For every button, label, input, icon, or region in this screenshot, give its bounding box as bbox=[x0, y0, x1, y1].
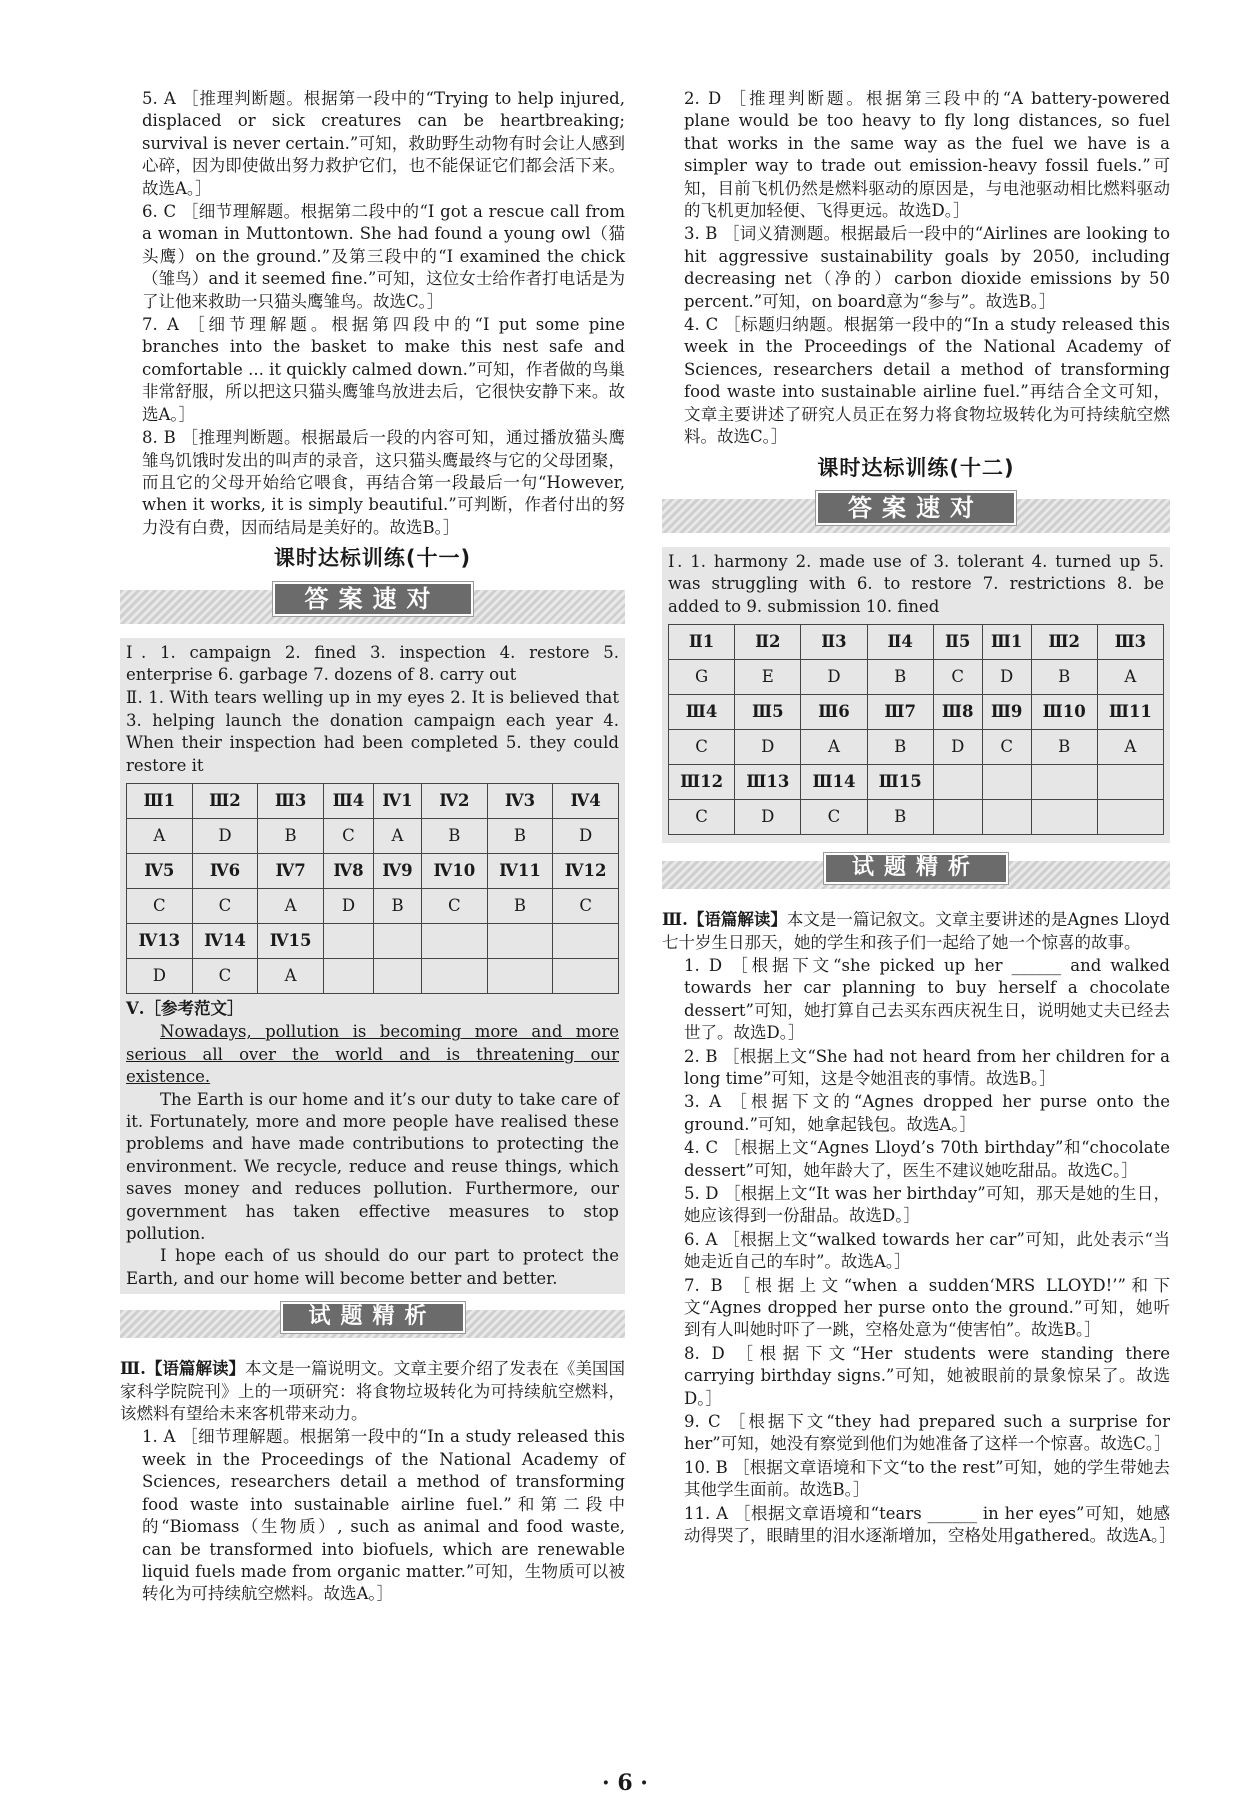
grid-answer-cell: C bbox=[127, 888, 193, 923]
grid-question-cell: Ⅲ11 bbox=[1097, 695, 1163, 730]
grid-row bbox=[127, 818, 619, 853]
grid-answer-cell: D bbox=[735, 730, 801, 765]
banner-label: 答案速对 bbox=[273, 582, 473, 616]
banner-analysis bbox=[662, 851, 1170, 903]
analysis-item: 9. C ［根据下文“they had prepared such a surprise for her”可知，她没有察觉到他们为她准备了这样一个惊喜。故选C。］ bbox=[684, 1412, 1171, 1454]
grid-question-cell: Ⅲ1 bbox=[127, 783, 193, 818]
grid-answer-cell: A bbox=[1097, 730, 1163, 765]
grid-answer-cell: A bbox=[801, 730, 867, 765]
answers-part-1: Ⅰ. 1. campaign 2. fined 3. inspection 4. restore 5. enterprise 6. garbage 7. dozens of 8. carry out bbox=[126, 642, 619, 684]
analysis-item: 5. D ［根据上文“It was her birthday”可知，那天是她的生日，她应该得到一份甜品。故选D。］ bbox=[684, 1184, 1170, 1226]
analysis-list bbox=[662, 955, 1176, 1548]
section-title: 课时达标训练(十二) bbox=[817, 455, 1015, 480]
grid-question-cell bbox=[933, 765, 982, 800]
grid-answer-cell bbox=[487, 958, 553, 993]
grid-question-cell: Ⅳ12 bbox=[553, 853, 619, 888]
grid-question-cell: Ⅳ5 bbox=[127, 853, 193, 888]
analysis-item: 8. D ［根据下文“Her students were standing there carrying birthday signs.”可知，她被眼前的景象惊呆了。故选D。］ bbox=[684, 1343, 1170, 1408]
answer-item: 4. C ［标题归纳题。根据第一段中的“In a study released this week in the Proceedings of the National Academy of Sciences, researchers detail a method of transforming food waste into sustainable airline fuel.”再结合全文可知，文章主要讲述了研究人员正在努力将食物垃圾转化为可持续航空燃料。故选C。］ bbox=[684, 315, 1170, 447]
grid-row bbox=[669, 730, 1164, 765]
grid-answer-cell bbox=[374, 958, 422, 993]
grid-question-cell: Ⅳ10 bbox=[422, 853, 488, 888]
answer-item: 3. B ［词义猜测题。根据最后一段中的“Airlines are looking to hit aggressive sustainability goals by 2050, including decreasing net（净的）carbon dioxide emissions by 50 percent.”可知，on board意为“参与”。故选B。］ bbox=[684, 224, 1170, 311]
banner-label: 试题精析 bbox=[824, 853, 1008, 883]
grid-question-cell bbox=[982, 765, 1031, 800]
analysis-intro-label: Ⅲ.【语篇解读】 bbox=[662, 910, 787, 930]
essay-paragraph: Nowadays, pollution is becoming more and more serious all over the world and is threatening our existence. bbox=[126, 1022, 619, 1087]
essay-paragraph: The Earth is our home and it’s our duty to take care of it. Fortunately, more and more people have realised these problems and have made contributions to protecting the environment. We recycle, reduce and reuse things, which saves money and reduces pollution. Furthermore, our government has taken effective measures to stop pollution. bbox=[126, 1089, 619, 1244]
grid-answer-cell: D bbox=[982, 660, 1031, 695]
grid-answer-cell: D bbox=[323, 888, 373, 923]
grid-answer-cell bbox=[323, 958, 373, 993]
grid-answer-cell: C bbox=[669, 730, 735, 765]
grid-answer-cell bbox=[1097, 800, 1163, 835]
grid-question-cell: Ⅳ13 bbox=[127, 923, 193, 958]
grid-answer-cell: C bbox=[669, 800, 735, 835]
banner-answers bbox=[120, 580, 625, 632]
grid-row bbox=[127, 923, 619, 958]
grid-question-cell bbox=[422, 923, 488, 958]
grid-question-cell: Ⅲ3 bbox=[1097, 625, 1163, 660]
grid-row bbox=[669, 660, 1164, 695]
answers-part-1: Ⅰ. 1. harmony 2. made use of 3. tolerant 4. turned up 5. was struggling with 6. to restore 7. restrictions 8. be added to 9. submission 10. fined bbox=[668, 551, 1164, 616]
grid-answer-cell bbox=[982, 800, 1031, 835]
answer-item: 5. A ［推理判断题。根据第一段中的“Trying to help injured, displaced or sick creatures can be heartbreaking; survival is never certain.”可知，救助野生动物有时会让人感到心碎，因为即使做出努力救护它们，也不能保证它们都会活下来。故选A。］ bbox=[142, 89, 625, 198]
grid-question-cell bbox=[1031, 765, 1097, 800]
sample-essay bbox=[126, 1021, 619, 1290]
analysis-item: 2. B ［根据上文“She had not heard from her children for a long time”可知，这是令她沮丧的事情。故选B。］ bbox=[684, 1046, 1170, 1088]
grid-question-cell: Ⅲ1 bbox=[982, 625, 1031, 660]
banner-label: 答案速对 bbox=[816, 491, 1016, 525]
grid-answer-cell: D bbox=[735, 800, 801, 835]
grid-answer-cell: A bbox=[127, 818, 193, 853]
answer-item: 8. B ［推理判断题。根据最后一段的内容可知，通过播放猫头鹰雏鸟饥饿时发出的叫声的录音，这只猫头鹰最终与它的父母团聚，而且它的父母开始给它喂食，再结合第一段最后一句“However, when it works, it is simply beautiful.”可判断，作者付出的努力没有白费，因而结局是美好的。故选B。］ bbox=[142, 428, 625, 537]
grid-question-cell: Ⅲ12 bbox=[669, 765, 735, 800]
grid-question-cell: Ⅱ5 bbox=[933, 625, 982, 660]
analysis-item: 1. D ［根据下文“she picked up her ______ and walked towards her car planning to buy herself a chocolate dessert”可知，她打算自己去买东西庆祝生日，说明她丈夫已经去世了。故选D。］ bbox=[684, 955, 1170, 1043]
analysis-item: 1. A ［细节理解题。根据第一段中的“In a study released this week in the Proceedings of the National Academy of Sciences, researchers detail a method of transforming food waste into sustainable airline fuel.”和第二段中的“Biomass（生物质）, such as animal and food waste, can be transformed into biofuels, which are renewable liquid fuels made from organic matter.”可知，生物质可以被转化为可持续航空燃料。故选A。］ bbox=[142, 1427, 625, 1604]
grid-answer-cell: G bbox=[669, 660, 735, 695]
grid-question-cell: Ⅲ4 bbox=[669, 695, 735, 730]
grid-question-cell bbox=[553, 923, 619, 958]
grid-answer-cell: D bbox=[801, 660, 867, 695]
grid-question-cell: Ⅱ1 bbox=[669, 625, 735, 660]
analysis-item: 11. A ［根据文章语境和“tears ______ in her eyes”可知，她感动得哭了，眼睛里的泪水逐渐增加，空格处用gathered。故选A。］ bbox=[684, 1503, 1176, 1546]
grid-question-cell bbox=[487, 923, 553, 958]
grid-answer-cell: E bbox=[735, 660, 801, 695]
grid-answer-cell: A bbox=[258, 958, 324, 993]
grid-question-cell: Ⅳ4 bbox=[553, 783, 619, 818]
grid-answer-cell: B bbox=[487, 888, 553, 923]
answers-part-2: Ⅱ. 1. With tears welling up in my eyes 2. It is believed that 3. helping launch the donation campaign each year 4. When their inspection had been completed 5. they could restore it bbox=[126, 688, 619, 775]
banner-label: 试题精析 bbox=[280, 1302, 464, 1332]
analysis-item: 4. C ［根据上文“Agnes Lloyd’s 70th birthday”和“chocolate dessert”可知，她年龄大了，医生不建议她吃甜品。故选C。］ bbox=[684, 1138, 1170, 1180]
grid-answer-cell: B bbox=[374, 888, 422, 923]
essay-paragraph: I hope each of us should do our part to protect the Earth, and our home will become better and better. bbox=[126, 1246, 619, 1288]
essay-label: Ⅴ.［参考范文］ bbox=[126, 998, 244, 1018]
analysis-item: 7. B ［根据上文“when a sudden‘MRS LLOYD!’”和下文“Agnes dropped her purse onto the ground.”可知，她听到有人叫她时吓了一跳，空格处意为“使害怕”。故选B。］ bbox=[684, 1275, 1170, 1340]
grid-row bbox=[127, 888, 619, 923]
grid-question-cell: Ⅲ6 bbox=[801, 695, 867, 730]
grid-question-cell: Ⅳ7 bbox=[258, 853, 324, 888]
grid-row bbox=[669, 800, 1164, 835]
grid-question-cell: Ⅳ11 bbox=[487, 853, 553, 888]
grid-question-cell: Ⅲ13 bbox=[735, 765, 801, 800]
grid-question-cell: Ⅲ10 bbox=[1031, 695, 1097, 730]
left-column bbox=[120, 88, 625, 1607]
grid-question-cell: Ⅳ8 bbox=[323, 853, 373, 888]
grid-question-cell: Ⅱ4 bbox=[867, 625, 933, 660]
grid-row bbox=[669, 625, 1164, 660]
analysis-intro-text: 本文是一篇说明文。文章主要介绍了发表在《美国国家科学院院刊》上的一项研究：将食物垃圾转化为可持续航空燃料，该燃料有望给未来客机带来动力。 bbox=[120, 1359, 625, 1424]
grid-question-cell: Ⅲ3 bbox=[258, 783, 324, 818]
grid-answer-cell bbox=[1031, 800, 1097, 835]
grid-question-cell: Ⅱ3 bbox=[801, 625, 867, 660]
grid-question-cell: Ⅲ5 bbox=[735, 695, 801, 730]
analysis-intro-label: Ⅲ.【语篇解读】 bbox=[120, 1359, 246, 1379]
grid-answer-cell: B bbox=[867, 730, 933, 765]
grid-question-cell bbox=[323, 923, 373, 958]
grid-answer-cell: C bbox=[982, 730, 1031, 765]
answers-block bbox=[120, 638, 625, 1295]
grid-answer-cell bbox=[553, 958, 619, 993]
grid-question-cell: Ⅲ9 bbox=[982, 695, 1031, 730]
grid-answer-cell: B bbox=[258, 818, 324, 853]
grid-answer-cell bbox=[933, 800, 982, 835]
grid-answer-cell: C bbox=[801, 800, 867, 835]
analysis-intro bbox=[662, 909, 1170, 954]
grid-answer-cell: D bbox=[933, 730, 982, 765]
grid-question-cell: Ⅱ2 bbox=[735, 625, 801, 660]
grid-question-cell: Ⅳ6 bbox=[192, 853, 258, 888]
grid-question-cell: Ⅳ2 bbox=[422, 783, 488, 818]
grid-answer-cell: C bbox=[553, 888, 619, 923]
grid-answer-cell: C bbox=[192, 888, 258, 923]
banner-analysis bbox=[120, 1300, 625, 1352]
grid-answer-cell: B bbox=[867, 800, 933, 835]
grid-question-cell: Ⅳ3 bbox=[487, 783, 553, 818]
grid-answer-cell: B bbox=[487, 818, 553, 853]
grid-row bbox=[669, 765, 1164, 800]
grid-question-cell: Ⅲ14 bbox=[801, 765, 867, 800]
analysis-item: 3. A ［根据下文的“Agnes dropped her purse onto the ground.”可知，她拿起钱包。故选A。］ bbox=[684, 1092, 1170, 1134]
grid-answer-cell: D bbox=[127, 958, 193, 993]
grid-answer-cell: B bbox=[867, 660, 933, 695]
grid-question-cell: Ⅳ9 bbox=[374, 853, 422, 888]
grid-answer-cell: B bbox=[1031, 730, 1097, 765]
grid-answer-cell bbox=[422, 958, 488, 993]
answer-grid bbox=[126, 783, 619, 994]
grid-row bbox=[669, 695, 1164, 730]
grid-question-cell: Ⅲ2 bbox=[192, 783, 258, 818]
analysis-intro-text: 本文是一篇记叙文。文章主要讲述的是Agnes Lloyd七十岁生日那天，她的学生和孩子们一起给了她一个惊喜的故事。 bbox=[662, 910, 1170, 952]
analysis-intro bbox=[120, 1358, 625, 1425]
grid-question-cell: Ⅲ4 bbox=[323, 783, 373, 818]
grid-row bbox=[127, 958, 619, 993]
grid-question-cell: Ⅳ15 bbox=[258, 923, 324, 958]
section-title: 课时达标训练(十一) bbox=[273, 546, 472, 571]
grid-answer-cell: D bbox=[192, 818, 258, 853]
answer-item: 2. D ［推理判断题。根据第三段中的“A battery-powered plane would be too heavy to fly long distances, so fuel that works in the same way as the fuel we have is a simpler way to trade out emission-heavy fossil fuels.”可知，目前飞机仍然是燃料驱动的原因是，与电池驱动相比燃料驱动的飞机更加轻便、飞得更远。故选D。］ bbox=[684, 89, 1170, 221]
answer-item: 7. A ［细节理解题。根据第四段中的“I put some pine branches into the basket to make this nest safe and comfortable ... it quickly calmed down.”可知，作者做的鸟巢非常舒服，所以把这只猫头鹰雏鸟放进去后，它很快安静下来。故选A。］ bbox=[142, 315, 625, 424]
grid-row bbox=[127, 783, 619, 818]
grid-answer-cell: A bbox=[258, 888, 324, 923]
grid-question-cell: Ⅲ15 bbox=[867, 765, 933, 800]
left-answer-items bbox=[120, 88, 625, 539]
grid-question-cell bbox=[374, 923, 422, 958]
grid-answer-cell: A bbox=[374, 818, 422, 853]
analysis-item: 6. A ［根据上文“walked towards her car”可知，此处表示“当她走近自己的车时”。故选A。］ bbox=[684, 1229, 1170, 1272]
grid-answer-cell: B bbox=[422, 818, 488, 853]
answer-grid bbox=[668, 624, 1164, 835]
grid-answer-cell: D bbox=[553, 818, 619, 853]
analysis-item: 10. B ［根据文章语境和下文“to the rest”可知，她的学生带她去其他学生面前。故选B。］ bbox=[684, 1457, 1170, 1500]
grid-question-cell: Ⅳ1 bbox=[374, 783, 422, 818]
grid-question-cell: Ⅲ8 bbox=[933, 695, 982, 730]
grid-question-cell: Ⅲ2 bbox=[1031, 625, 1097, 660]
right-column bbox=[662, 88, 1176, 1549]
page-number: · 6 · bbox=[602, 1770, 648, 1796]
answer-item: 6. C ［细节理解题。根据第二段中的“I got a rescue call from a woman in Muttontown. She had found a young owl（猫头鹰）on the ground.”及第三段中的“I examined the chick（雏鸟）and it seemed fine.”可知，这位女士给作者打电话是为了让他来救助一只猫头鹰雏鸟。故选C。］ bbox=[142, 202, 625, 311]
grid-answer-cell: C bbox=[933, 660, 982, 695]
banner-answers bbox=[662, 489, 1170, 541]
grid-answer-cell: C bbox=[422, 888, 488, 923]
grid-answer-cell: C bbox=[192, 958, 258, 993]
grid-question-cell: Ⅲ7 bbox=[867, 695, 933, 730]
grid-answer-cell: A bbox=[1097, 660, 1163, 695]
grid-question-cell bbox=[1097, 765, 1163, 800]
grid-row bbox=[127, 853, 619, 888]
grid-question-cell: Ⅳ14 bbox=[192, 923, 258, 958]
grid-answer-cell: C bbox=[323, 818, 373, 853]
grid-answer-cell: B bbox=[1031, 660, 1097, 695]
answers-block bbox=[662, 547, 1170, 843]
